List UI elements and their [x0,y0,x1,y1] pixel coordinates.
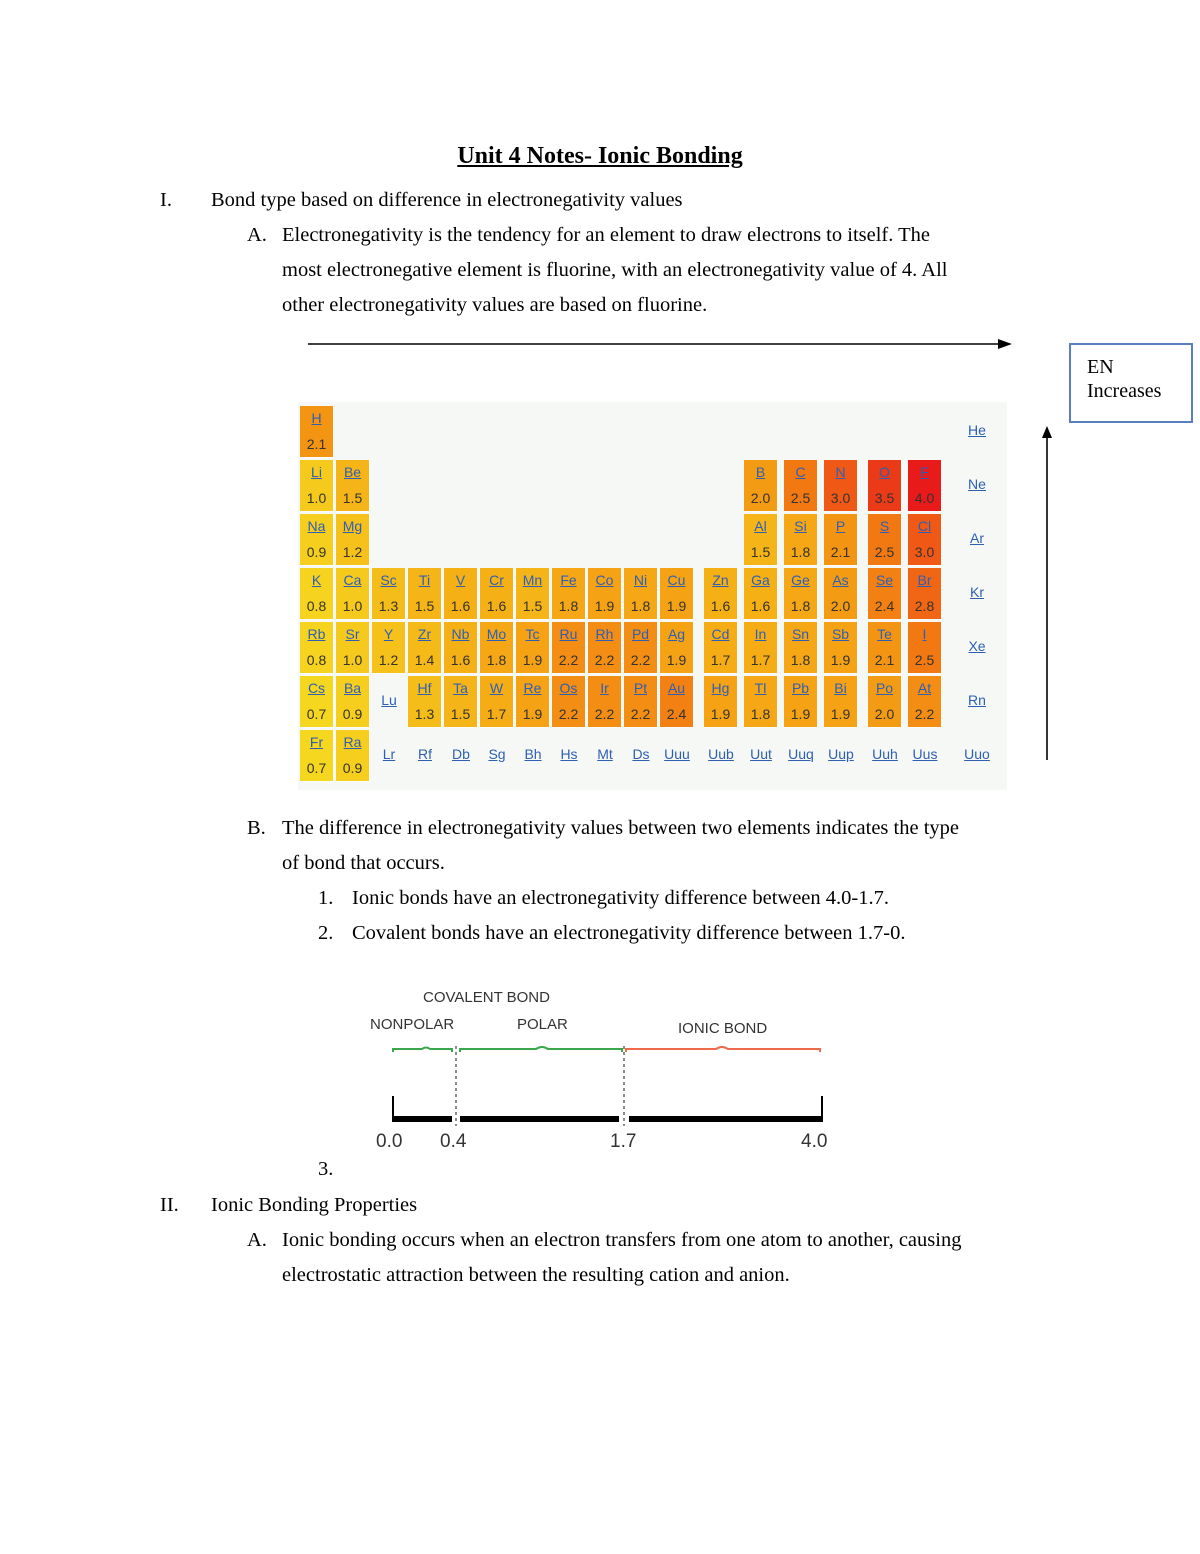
element-en-value: 1.2 [378,652,399,668]
element-symbol-link[interactable]: Li [311,464,322,480]
element-symbol-link[interactable]: Mo [486,626,507,642]
element-symbol-link[interactable]: Uub [708,746,734,762]
element-cell-uub [704,730,738,782]
element-cell-ar [960,514,994,566]
element-cell-na [300,514,334,566]
polar-bracket [460,1047,622,1052]
element-en-value: 0.7 [306,706,327,722]
element-en-value: 2.1 [306,436,327,452]
element-en-value: 1.8 [630,598,651,614]
element-en-value: 1.8 [486,652,507,668]
element-cell-nb [444,622,478,674]
element-symbol-link[interactable]: Tc [525,626,540,642]
element-cell-te [868,622,902,674]
element-symbol-link[interactable]: Po [875,680,894,696]
element-en-value: 1.0 [306,490,327,506]
section-2-heading: Ionic Bonding Properties [211,1194,418,1216]
element-cell-c [784,460,818,512]
element-symbol-link[interactable]: Sn [791,626,810,642]
section-1-heading: Bond type based on difference in electronegativity values [211,189,683,211]
element-cell-ta [444,676,478,728]
element-symbol-link[interactable]: Fr [309,734,324,750]
element-symbol-link[interactable]: Uus [912,746,938,762]
element-cell-v [444,568,478,620]
element-symbol-link[interactable]: Rf [418,746,432,762]
element-cell-db [444,730,478,782]
element-symbol-link[interactable]: Hs [560,746,578,762]
element-symbol-link[interactable]: Uuu [664,746,690,762]
covalent-bond-label: COVALENT BOND [423,989,550,1006]
element-symbol-link[interactable]: Pt [633,680,648,696]
element-en-value: 1.7 [710,652,731,668]
element-en-value: 1.7 [750,652,771,668]
element-symbol-link[interactable]: Sc [380,572,397,588]
bond-type-diagram [360,980,840,1150]
sub-item-text: Covalent bonds have an electronegativity difference between 1.7-0. [352,922,906,944]
element-en-value: 1.6 [710,598,731,614]
element-en-value: 0.7 [306,760,327,776]
element-cell-ru [552,622,586,674]
element-en-value: 2.1 [874,652,895,668]
tick-label-04: 0.4 [440,1131,467,1152]
element-symbol-link[interactable]: K [311,572,322,588]
element-symbol-link[interactable]: F [920,464,929,480]
element-en-value: 1.8 [558,598,579,614]
element-cell-ti [408,568,442,620]
element-cell-lr [372,730,406,782]
element-cell-sg [480,730,514,782]
element-symbol-link[interactable]: Pd [631,626,650,642]
element-cell-li [300,460,334,512]
element-en-value: 1.6 [450,598,471,614]
element-cell-cs [300,676,334,728]
element-symbol-link[interactable]: Rb [307,626,326,642]
element-en-value: 1.2 [342,544,363,560]
element-cell-mn [516,568,550,620]
element-symbol-link[interactable]: Mg [342,518,363,534]
element-en-value: 2.4 [874,598,895,614]
element-en-value: 2.2 [594,652,615,668]
element-cell-uus [908,730,942,782]
element-en-value: 2.0 [830,598,851,614]
element-cell-be [336,460,370,512]
item-b-line: of bond that occurs. [282,852,445,874]
element-cell-fe [552,568,586,620]
element-symbol-link[interactable]: Pb [791,680,810,696]
element-cell-pt [624,676,658,728]
element-cell-n [824,460,858,512]
element-symbol-link[interactable]: Br [917,572,932,588]
element-symbol-link[interactable]: Uuq [788,746,814,762]
element-symbol-link[interactable]: Zn [712,572,729,588]
element-cell-sb [824,622,858,674]
section-1-numeral: I. [160,189,172,211]
element-en-value: 2.2 [594,706,615,722]
element-cell-bh [516,730,550,782]
element-symbol-link[interactable]: Sr [345,626,360,642]
tick-label-40: 4.0 [801,1131,828,1152]
element-cell-hs [552,730,586,782]
tick-label-0: 0.0 [376,1131,403,1152]
element-symbol-link[interactable]: Os [559,680,578,696]
nonpolar-label: NONPOLAR [370,1016,455,1033]
element-symbol-link[interactable]: Ir [600,680,609,696]
element-symbol-link[interactable]: Nb [451,626,470,642]
element-symbol-link[interactable]: Ra [343,734,362,750]
element-cell-hf [408,676,442,728]
en-vertical-arrow [1040,424,1054,762]
element-symbol-link[interactable]: Ar [970,530,984,546]
element-symbol-link[interactable]: N [835,464,846,480]
ionic-bracket [626,1047,820,1052]
element-cell-i [908,622,942,674]
element-symbol-link[interactable]: Ba [343,680,362,696]
element-symbol-link[interactable]: Ne [968,476,986,492]
element-en-value: 1.5 [450,706,471,722]
element-en-value: 1.0 [342,652,363,668]
element-en-value: 1.6 [750,598,771,614]
element-symbol-link[interactable]: Tl [754,680,767,696]
element-cell-f [908,460,942,512]
element-cell-re [516,676,550,728]
element-symbol-link[interactable]: Ga [751,572,770,588]
element-symbol-link[interactable]: I [922,626,927,642]
en-box-line2: Increases [1087,380,1162,402]
item-a-line: most electronegative element is fluorine, with an electronegativity value of 4. All [282,259,948,281]
element-symbol-link[interactable]: Db [452,746,470,762]
element-en-value: 2.2 [914,706,935,722]
element-en-value: 1.7 [486,706,507,722]
element-symbol-link[interactable]: Y [383,626,394,642]
element-cell-pd [624,622,658,674]
sub-item-number: 1. [318,887,334,909]
element-cell-ge [784,568,818,620]
element-cell-pb [784,676,818,728]
element-symbol-link[interactable]: Sg [488,746,506,762]
element-symbol-link[interactable]: Mn [522,572,543,588]
element-cell-h [300,406,334,458]
periodic-table [298,402,1007,790]
element-cell-at [908,676,942,728]
element-symbol-link[interactable]: Ag [667,626,686,642]
element-en-value: 0.8 [306,652,327,668]
element-cell-lu [372,676,406,728]
element-en-value: 3.0 [914,544,935,560]
tick-label-17: 1.7 [610,1131,637,1152]
element-cell-ir [588,676,622,728]
element-en-value: 0.9 [306,544,327,560]
element-cell-kr [960,568,994,620]
element-symbol-link[interactable]: Cr [489,572,504,588]
section-2-numeral: II. [160,1194,179,1216]
element-cell-k [300,568,334,620]
element-cell-as [824,568,858,620]
element-cell-uuh [868,730,902,782]
element-en-value: 1.9 [666,652,687,668]
element-symbol-link[interactable]: Au [667,680,686,696]
element-cell-cd [704,622,738,674]
element-en-value: 0.9 [342,760,363,776]
element-en-value: 1.4 [414,652,435,668]
element-symbol-link[interactable]: P [835,518,846,534]
element-cell-y [372,622,406,674]
element-en-value: 1.9 [522,652,543,668]
en-increases-box [1069,343,1193,423]
element-symbol-link[interactable]: Ni [633,572,648,588]
element-symbol-link[interactable]: Re [523,680,542,696]
element-symbol-link[interactable]: Ta [453,680,468,696]
element-cell-hg [704,676,738,728]
item-a-line: Electronegativity is the tendency for an element to draw electrons to itself. The [282,224,930,246]
element-en-value: 1.9 [710,706,731,722]
element-cell-ni [624,568,658,620]
element-cell-ca [336,568,370,620]
element-en-value: 2.8 [914,598,935,614]
element-symbol-link[interactable]: In [754,626,767,642]
element-cell-po [868,676,902,728]
element-symbol-link[interactable]: Kr [970,584,984,600]
element-en-value: 2.2 [630,706,651,722]
element-cell-co [588,568,622,620]
element-cell-tl [744,676,778,728]
sub-item-number: 3. [318,1158,334,1180]
element-cell-fr [300,730,334,782]
item-b-letter: B. [247,817,266,839]
element-cell-zn [704,568,738,620]
element-symbol-link[interactable]: As [832,572,849,588]
element-cell-o [868,460,902,512]
element-symbol-link[interactable]: Fe [560,572,577,588]
element-cell-uuq [784,730,818,782]
element-cell-sc [372,568,406,620]
element-cell-in [744,622,778,674]
element-cell-tc [516,622,550,674]
element-symbol-link[interactable]: C [795,464,806,480]
element-en-value: 2.1 [830,544,851,560]
polar-label: POLAR [517,1016,568,1033]
element-cell-uuo [960,730,994,782]
item-a-line: other electronegativity values are based on fluorine. [282,294,708,316]
nonpolar-bracket [393,1048,452,1053]
element-cell-ra [336,730,370,782]
element-symbol-link[interactable]: At [917,680,932,696]
element-symbol-link[interactable]: Hg [711,680,730,696]
element-en-value: 1.9 [830,652,851,668]
element-en-value: 4.0 [914,490,935,506]
element-en-value: 1.8 [750,706,771,722]
element-symbol-link[interactable]: Na [307,518,326,534]
element-symbol-link[interactable]: O [879,464,890,480]
element-cell-rf [408,730,442,782]
element-cell-ds [624,730,658,782]
element-symbol-link[interactable]: Cu [667,572,686,588]
element-symbol-link[interactable]: Xe [968,638,986,654]
element-symbol-link[interactable]: Bh [524,746,542,762]
item-b-line: The difference in electronegativity values between two elements indicates the type [282,817,959,839]
element-cell-ag [660,622,694,674]
element-symbol-link[interactable]: Cl [917,518,932,534]
item-a-letter: A. [247,224,267,246]
element-symbol-link[interactable]: Uut [750,746,772,762]
ionic-bond-label: IONIC BOND [678,1020,768,1037]
element-cell-cr [480,568,514,620]
element-symbol-link[interactable]: B [755,464,766,480]
element-cell-s [868,514,902,566]
element-cell-b [744,460,778,512]
item-a2-line: electrostatic attraction between the resulting cation and anion. [282,1264,790,1286]
element-symbol-link[interactable]: Uup [828,746,854,762]
sub-item-text: Ionic bonds have an electronegativity difference between 4.0-1.7. [352,887,889,909]
element-en-value: 1.9 [522,706,543,722]
element-symbol-link[interactable]: Ds [632,746,650,762]
element-cell-uuu [660,730,694,782]
element-symbol-link[interactable]: Uuo [964,746,990,762]
element-cell-ga [744,568,778,620]
element-en-value: 1.9 [666,598,687,614]
element-cell-au [660,676,694,728]
element-en-value: 1.5 [414,598,435,614]
element-cell-mg [336,514,370,566]
en-box-line1: EN [1087,356,1114,378]
element-en-value: 2.5 [790,490,811,506]
element-en-value: 0.8 [306,598,327,614]
element-symbol-link[interactable]: H [311,410,322,426]
element-cell-os [552,676,586,728]
element-cell-bi [824,676,858,728]
element-symbol-link[interactable]: Uuh [872,746,898,762]
element-symbol-link[interactable]: Cs [307,680,326,696]
element-en-value: 1.9 [790,706,811,722]
element-en-value: 2.5 [914,652,935,668]
element-symbol-link[interactable]: Sb [831,626,850,642]
element-en-value: 2.4 [666,706,687,722]
element-en-value: 2.0 [874,706,895,722]
element-symbol-link[interactable]: Lr [382,746,396,762]
element-symbol-link[interactable]: Zr [417,626,432,642]
element-en-value: 2.2 [630,652,651,668]
element-cell-uup [824,730,858,782]
element-cell-al [744,514,778,566]
element-cell-rn [960,676,994,728]
element-en-value: 3.5 [874,490,895,506]
element-symbol-link[interactable]: Se [875,572,894,588]
element-symbol-link[interactable]: S [879,518,890,534]
element-symbol-link[interactable]: Ti [418,572,431,588]
element-cell-zr [408,622,442,674]
element-cell-si [784,514,818,566]
element-symbol-link[interactable]: V [455,572,466,588]
element-en-value: 1.5 [750,544,771,560]
element-cell-br [908,568,942,620]
element-en-value: 1.8 [790,544,811,560]
element-cell-xe [960,622,994,674]
item-a2-letter: A. [247,1229,267,1251]
element-cell-rh [588,622,622,674]
element-en-value: 1.3 [378,598,399,614]
element-en-value: 1.6 [450,652,471,668]
element-en-value: 2.2 [558,706,579,722]
element-en-value: 2.0 [750,490,771,506]
element-en-value: 2.5 [874,544,895,560]
element-en-value: 3.0 [830,490,851,506]
element-cell-he [960,406,994,458]
element-cell-ne [960,460,994,512]
element-cell-se [868,568,902,620]
element-symbol-link[interactable]: W [489,680,504,696]
element-cell-sn [784,622,818,674]
element-symbol-link[interactable]: Ru [559,626,578,642]
element-symbol-link[interactable]: Cd [711,626,730,642]
element-symbol-link[interactable]: Rn [968,692,986,708]
element-cell-cu [660,568,694,620]
element-symbol-link[interactable]: Si [794,518,807,534]
element-symbol-link[interactable]: Hf [417,680,432,696]
element-en-value: 1.3 [414,706,435,722]
element-symbol-link[interactable]: Ca [343,572,362,588]
element-symbol-link[interactable]: Bi [834,680,847,696]
element-symbol-link[interactable]: Mt [597,746,613,762]
element-en-value: 1.5 [522,598,543,614]
element-en-value: 0.9 [342,706,363,722]
element-cell-mo [480,622,514,674]
element-cell-cl [908,514,942,566]
item-a2-line: Ionic bonding occurs when an electron transfers from one atom to another, causing [282,1229,962,1251]
element-symbol-link[interactable]: Rh [595,626,614,642]
en-horizontal-arrow [308,336,1014,352]
element-en-value: 1.6 [486,598,507,614]
element-cell-sr [336,622,370,674]
element-cell-uut [744,730,778,782]
element-symbol-link[interactable]: Al [754,518,767,534]
element-en-value: 1.8 [790,598,811,614]
element-symbol-link[interactable]: Co [595,572,614,588]
sub-item-number: 2. [318,922,334,944]
element-symbol-link[interactable]: Te [877,626,892,642]
element-cell-ba [336,676,370,728]
element-cell-mt [588,730,622,782]
element-en-value: 1.9 [594,598,615,614]
element-en-value: 2.2 [558,652,579,668]
element-cell-rb [300,622,334,674]
element-en-value: 1.0 [342,598,363,614]
element-en-value: 1.9 [830,706,851,722]
element-en-value: 1.5 [342,490,363,506]
bond-scale-graphic [360,980,840,1150]
element-symbol-link[interactable]: Be [343,464,362,480]
element-symbol-link[interactable]: Lu [381,692,397,708]
element-symbol-link[interactable]: He [968,422,986,438]
page-title: Unit 4 Notes- Ionic Bonding [457,143,743,169]
element-en-value: 1.8 [790,652,811,668]
element-symbol-link[interactable]: Ge [791,572,810,588]
element-cell-w [480,676,514,728]
element-cell-p [824,514,858,566]
